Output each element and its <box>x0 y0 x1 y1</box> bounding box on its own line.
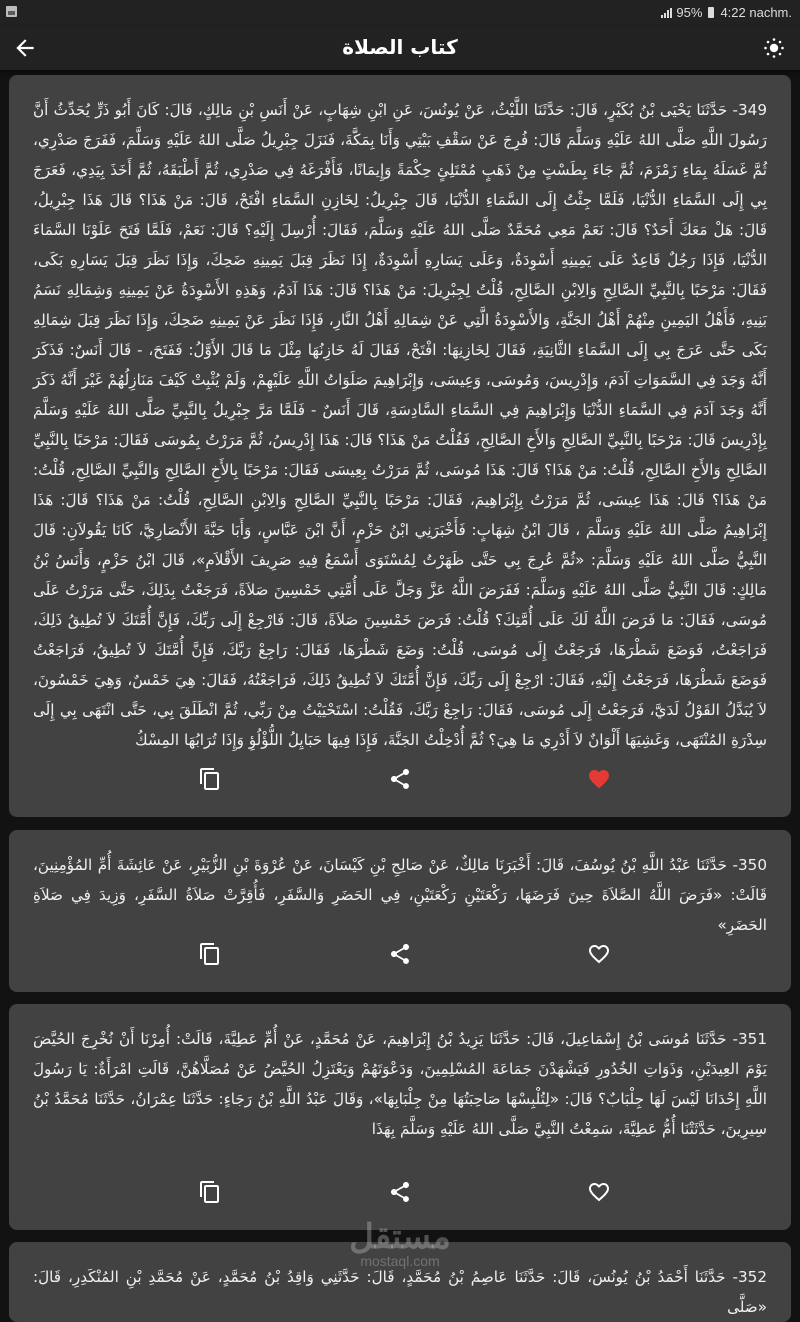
share-button[interactable] <box>386 1178 414 1206</box>
favorite-button[interactable] <box>585 765 613 793</box>
watermark-arabic: مستقل <box>349 1218 451 1256</box>
share-icon <box>388 942 412 966</box>
heart-outline-icon <box>587 1180 611 1204</box>
theme-toggle-button[interactable] <box>762 36 786 60</box>
watermark-latin: mostaql.com <box>360 1253 440 1269</box>
brightness-icon <box>762 36 786 60</box>
hadith-card <box>9 1004 791 1230</box>
hadith-actions <box>9 749 791 811</box>
hadith-text: 352- حَدَّثَنَا أَحْمَدُ بْنُ يُونُسَ، قَالَ: حَدَّثَنَا عَاصِمُ بْنُ مُحَمَّدٍ، قَالَ: حَدَّثَنِي وَاقِدُ بْنُ مُحَمَّدٍ، عَنْ مُحَمَّدِ بْنِ المُنْكَدِرِ، قَالَ: «صَلَّى <box>33 1268 767 1316</box>
hadith-list[interactable] <box>0 70 800 1322</box>
app-bar <box>0 26 800 70</box>
hadith-actions <box>9 924 791 986</box>
share-icon <box>388 767 412 791</box>
hadith-card <box>9 1242 791 1322</box>
hadith-text: 349- حَدَّثَنَا يَحْيَى بْنُ بُكَيْرٍ، قَالَ: حَدَّثَنَا اللَّيْثُ، عَنْ يُونُسَ، عَنِ ابْنِ شِهَابٍ، عَنْ أَنَسِ بْنِ مَالِكٍ، قَالَ: كَانَ أَبُو ذَرٍّ يُحَدِّثُ أَنَّ رَسُولَ اللَّهِ صَلَّى اللهُ عَلَيْهِ وَسَلَّمَ قَالَ: فُرِجَ عَنْ سَقْفِ بَيْتِي وَأَنَا بِمَكَّةَ، فَنَزَلَ جِبْرِيلُ صَلَّى اللهُ عَلَيْهِ وَسَلَّمَ، فَفَرَجَ صَدْرِي، ثُمَّ غَسَلَهُ بِمَاءِ زَمْزَمَ، ثُمَّ جَاءَ بِطَسْتٍ مِنْ ذَهَبٍ مُمْتَلِئٍ حِكْمَةً وَإِيمَانًا، فَأَفْرَغَهُ فِي صَدْرِي، ثُمَّ أَطْبَقَهُ، ثُمَّ أَخَذَ بِيَدِي، فَعَرَجَ بِي إِلَى السَّمَاءِ الدُّنْيَا، فَلَمَّا جِئْتُ إِلَى السَّمَاءِ الدُّنْيَا، قَالَ جِبْرِيلُ: لِخَازِنِ السَّمَاءِ افْتَحْ، قَالَ: مَنْ هَذَا؟ قَالَ هَذَا جِبْرِيلُ، قَالَ: هَلْ مَعَكَ أَحَدٌ؟ قَالَ: نَعَمْ مَعِي مُحَمَّدٌ صَلَّى اللهُ عَلَيْهِ وَسَلَّمَ، فَقَالَ: أُرْسِلَ إِلَيْهِ؟ قَالَ: نَعَمْ، فَلَمَّا فَتَحَ عَلَوْنَا السَّمَاءَ الدُّنْيَا، فَإِذَا رَجُلٌ قَاعِدٌ عَلَى يَمِينِهِ أَسْوِدَةٌ، وَعَلَى يَسَارِهِ أَسْوِدَةٌ، إِذَا نَظَرَ قِبَلَ يَمِينِهِ ضَحِكَ، وَإِذَا نَظَرَ قِبَلَ يَسَارِهِ بَكَى، فَقَالَ: مَرْحَبًا بِالنَّبِيِّ الصَّالِحِ وَالِابْنِ الصَّالِحِ، قُلْتُ لِجِبْرِيلَ: مَنْ هَذَا؟ قَالَ: هَذَا آدَمُ، وَهَذِهِ الأَسْوِدَةُ عَنْ يَمِينِهِ وَشِمَالِهِ نَسَمُ بَنِيهِ، فَأَهْلُ اليَمِينِ مِنْهُمْ أَهْلُ الجَنَّةِ، وَالأَسْوِدَةُ الَّتِي عَنْ شِمَالِهِ أَهْلُ النَّارِ، فَإِذَا نَظَرَ عَنْ يَمِينِهِ ضَحِكَ، وَإِذَا نَظَرَ قِبَلَ شِمَالِهِ بَكَى حَتَّى عَرَجَ بِي إِلَى السَّمَاءِ الثَّانِيَةِ، فَقَالَ لِخَازِنِهَا: افْتَحْ، فَقَالَ لَهُ خَازِنُهَا مِثْلَ مَا قَالَ الأَوَّلُ: فَفَتَحَ، - قَالَ أَنَسٌ: فَذَكَرَ أَنَّهُ وَجَدَ فِي السَّمَوَاتِ آدَمَ، وَإِدْرِيسَ، وَمُوسَى، وَعِيسَى، وَإِبْرَاهِيمَ صَلَوَاتُ اللَّهِ عَلَيْهِمْ، وَلَمْ يُثْبِتْ كَيْفَ مَنَازِلُهُمْ غَيْرَ أَنَّهُ ذَكَرَ أَنَّهُ وَجَدَ آدَمَ فِي السَّمَاءِ الدُّنْيَا وَإِبْرَاهِيمَ فِي السَّمَاءِ السَّادِسَةِ، قَالَ أَنَسٌ - فَلَمَّا مَرَّ جِبْرِيلُ بِالنَّبِيِّ صَلَّى اللهُ عَلَيْهِ وَسَلَّمَ بِإِدْرِيسَ قَالَ: مَرْحَبًا بِالنَّبِيِّ الصَّالِحِ وَالأَخِ الصَّالِحِ، فَقُلْتُ مَنْ هَذَا؟ قَالَ: هَذَا إِدْرِيسُ، ثُمَّ مَرَرْتُ بِمُوسَى فَقَالَ: مَرْحَبًا بِالنَّبِيِّ الصَّالِحِ وَالأَخِ الصَّالِحِ، قُلْتُ: مَنْ هَذَا؟ قَالَ: هَذَا مُوسَى، ثُمَّ مَرَرْتُ بِعِيسَى فَقَالَ: مَرْحَبًا بِالأَخِ الصَّالِحِ وَالنَّبِيِّ الصَّالِحِ، قُلْتُ: مَنْ هَذَا؟ قَالَ: هَذَا عِيسَى، ثُمَّ مَرَرْتُ بِإِبْرَاهِيمَ، فَقَالَ: مَرْحَبًا بِالنَّبِيِّ الصَّالِحِ وَالِابْنِ الصَّالِحِ، قُلْتُ: مَنْ هَذَا؟ قَالَ: هَذَا إِبْرَاهِيمُ صَلَّى اللهُ عَلَيْهِ وَسَلَّمَ ، قَالَ ابْنُ شِهَابٍ: فَأَخْبَرَنِي ابْنُ حَزْمٍ، أَنَّ ابْنَ عَبَّاسٍ، وَأَبَا حَبَّةَ الأَنْصَارِيَّ، كَانَا يَقُولاَنِ: قَالَ النَّبِيُّ صَلَّى اللهُ عَلَيْهِ وَسَلَّمَ: «ثُمَّ عُرِجَ بِي حَتَّى ظَهَرْتُ لِمُسْتَوَى أَسْمَعُ فِيهِ صَرِيفَ الأَقْلاَمِ»، قَالَ ابْنُ حَزْمٍ، وَأَنَسُ بْنُ مَالِكٍ: قَالَ النَّبِيُّ صَلَّى اللهُ عَلَيْهِ وَسَلَّمَ: فَفَرَضَ اللَّهُ عَزَّ وَجَلَّ عَلَى أُمَّتِي خَمْسِينَ صَلاَةً، فَرَجَعْتُ بِذَلِكَ، حَتَّى مَرَرْتُ عَلَى مُوسَى، فَقَالَ: مَا فَرَضَ اللَّهُ لَكَ عَلَى أُمَّتِكَ؟ قُلْتُ: فَرَضَ خَمْسِينَ صَلاَةً، قَالَ: فَارْجِعْ إِلَى رَبِّكَ، فَإِنَّ أُمَّتَكَ لاَ تُطِيقُ ذَلِكَ، فَرَاجَعْتُ، فَوَضَعَ شَطْرَهَا، فَرَجَعْتُ إِلَى مُوسَى، قُلْتُ: وَضَعَ شَطْرَهَا، فَقَالَ: رَاجِعْ رَبَّكَ، فَإِنَّ أُمَّتَكَ لاَ تُطِيقُ، فَرَاجَعْتُ فَوَضَعَ شَطْرَهَا، فَرَجَعْتُ إِلَيْهِ، فَقَالَ: ارْجِعْ إِلَى رَبِّكَ، فَإِنَّ أُمَّتَكَ لاَ تُطِيقُ ذَلِكَ، فَرَاجَعْتُهُ، فَقَالَ: هِيَ خَمْسٌ، وَهِيَ خَمْسُونَ، لاَ يُبَدَّلُ القَوْلُ لَدَيَّ، فَرَجَعْتُ إِلَى مُوسَى، فَقَالَ: رَاجِعْ رَبَّكَ، فَقُلْتُ: اسْتَحْيَيْتُ مِنْ رَبِّي، ثُمَّ انْطَلَقَ بِي، حَتَّى انْتَهَى بِي إِلَى سِدْرَةِ المُنْتَهَى، وَغَشِيَهَا أَلْوَانٌ لاَ أَدْرِي مَا هِيَ؟ ثُمَّ أُدْخِلْتُ الجَنَّةَ، فَإِذَا فِيهَا حَبَايِلُ اللُّؤْلُؤِ وَإِذَا تُرَابُهَا المِسْكُ <box>33 101 767 749</box>
battery-icon <box>708 7 714 18</box>
hadith-text: 350- حَدَّثَنَا عَبْدُ اللَّهِ بْنُ يُوسُفَ، قَالَ: أَخْبَرَنَا مَالِكٌ، عَنْ صَالِحِ بْنِ كَيْسَانَ، عَنْ عُرْوَةَ بْنِ الزُّبَيْرِ، عَنْ عَائِشَةَ أُمِّ المُؤْمِنِينَ، قَالَتْ: «فَرَضَ اللَّهُ الصَّلاَةَ حِينَ فَرَضَهَا، رَكْعَتَيْنِ رَكْعَتَيْنِ، فِي الحَضَرِ وَالسَّفَرِ، فَأُقِرَّتْ صَلاَةُ السَّفَرِ، وَزِيدَ فِي صَلاَةِ الحَضَرِ» <box>33 856 767 934</box>
status-right <box>661 5 792 20</box>
status-bar <box>0 0 800 26</box>
favorite-button[interactable] <box>585 940 613 968</box>
hadith-actions <box>9 1162 791 1224</box>
clock: 4:22 nachm. <box>720 5 792 20</box>
share-button[interactable] <box>386 940 414 968</box>
hadith-card <box>9 830 791 992</box>
copy-icon <box>198 942 222 966</box>
heart-icon <box>587 767 611 791</box>
heart-outline-icon <box>587 942 611 966</box>
copy-button[interactable] <box>196 940 224 968</box>
copy-button[interactable] <box>196 765 224 793</box>
hadith-card <box>9 75 791 817</box>
favorite-button[interactable] <box>585 1178 613 1206</box>
hadith-text: 351- حَدَّثَنَا مُوسَى بْنُ إِسْمَاعِيلَ، قَالَ: حَدَّثَنَا يَزِيدُ بْنُ إِبْرَاهِيمَ، عَنْ مُحَمَّدٍ، عَنْ أُمِّ عَطِيَّةَ، قَالَتْ: أُمِرْنَا أَنْ نُخْرِجَ الحُيَّضَ يَوْمَ العِيدَيْنِ، وَذَوَاتِ الخُدُورِ فَيَشْهَدْنَ جَمَاعَةَ المُسْلِمِينَ، وَدَعْوَتَهُمْ وَيَعْتَزِلُ الحُيَّضُ عَنْ مُصَلَّاهُنَّ، قَالَتِ امْرَأَةٌ: يَا رَسُولَ اللَّهِ إِحْدَانَا لَيْسَ لَهَا جِلْبَابٌ؟ قَالَ: «لِتُلْبِسْهَا صَاحِبَتُهَا مِنْ جِلْبَابِهَا»، وَقَالَ عَبْدُ اللَّهِ بْنُ رَجَاءٍ: حَدَّثَنَا عِمْرَانُ، حَدَّثَنَا مُحَمَّدُ بْنُ سِيرِينَ، حَدَّثَتْنَا أُمُّ عَطِيَّةَ، سَمِعْتُ النَّبِيَّ صَلَّى اللهُ عَلَيْهِ وَسَلَّمَ بِهَذَا <box>33 1030 767 1138</box>
copy-icon <box>198 767 222 791</box>
gallery-notification-icon <box>6 6 17 17</box>
copy-button[interactable] <box>196 1178 224 1206</box>
copy-icon <box>198 1180 222 1204</box>
battery-percent: 95% <box>676 5 703 20</box>
page-title: كتاب الصلاة <box>342 35 458 59</box>
signal-icon <box>661 8 672 18</box>
share-button[interactable] <box>386 765 414 793</box>
share-icon <box>388 1180 412 1204</box>
